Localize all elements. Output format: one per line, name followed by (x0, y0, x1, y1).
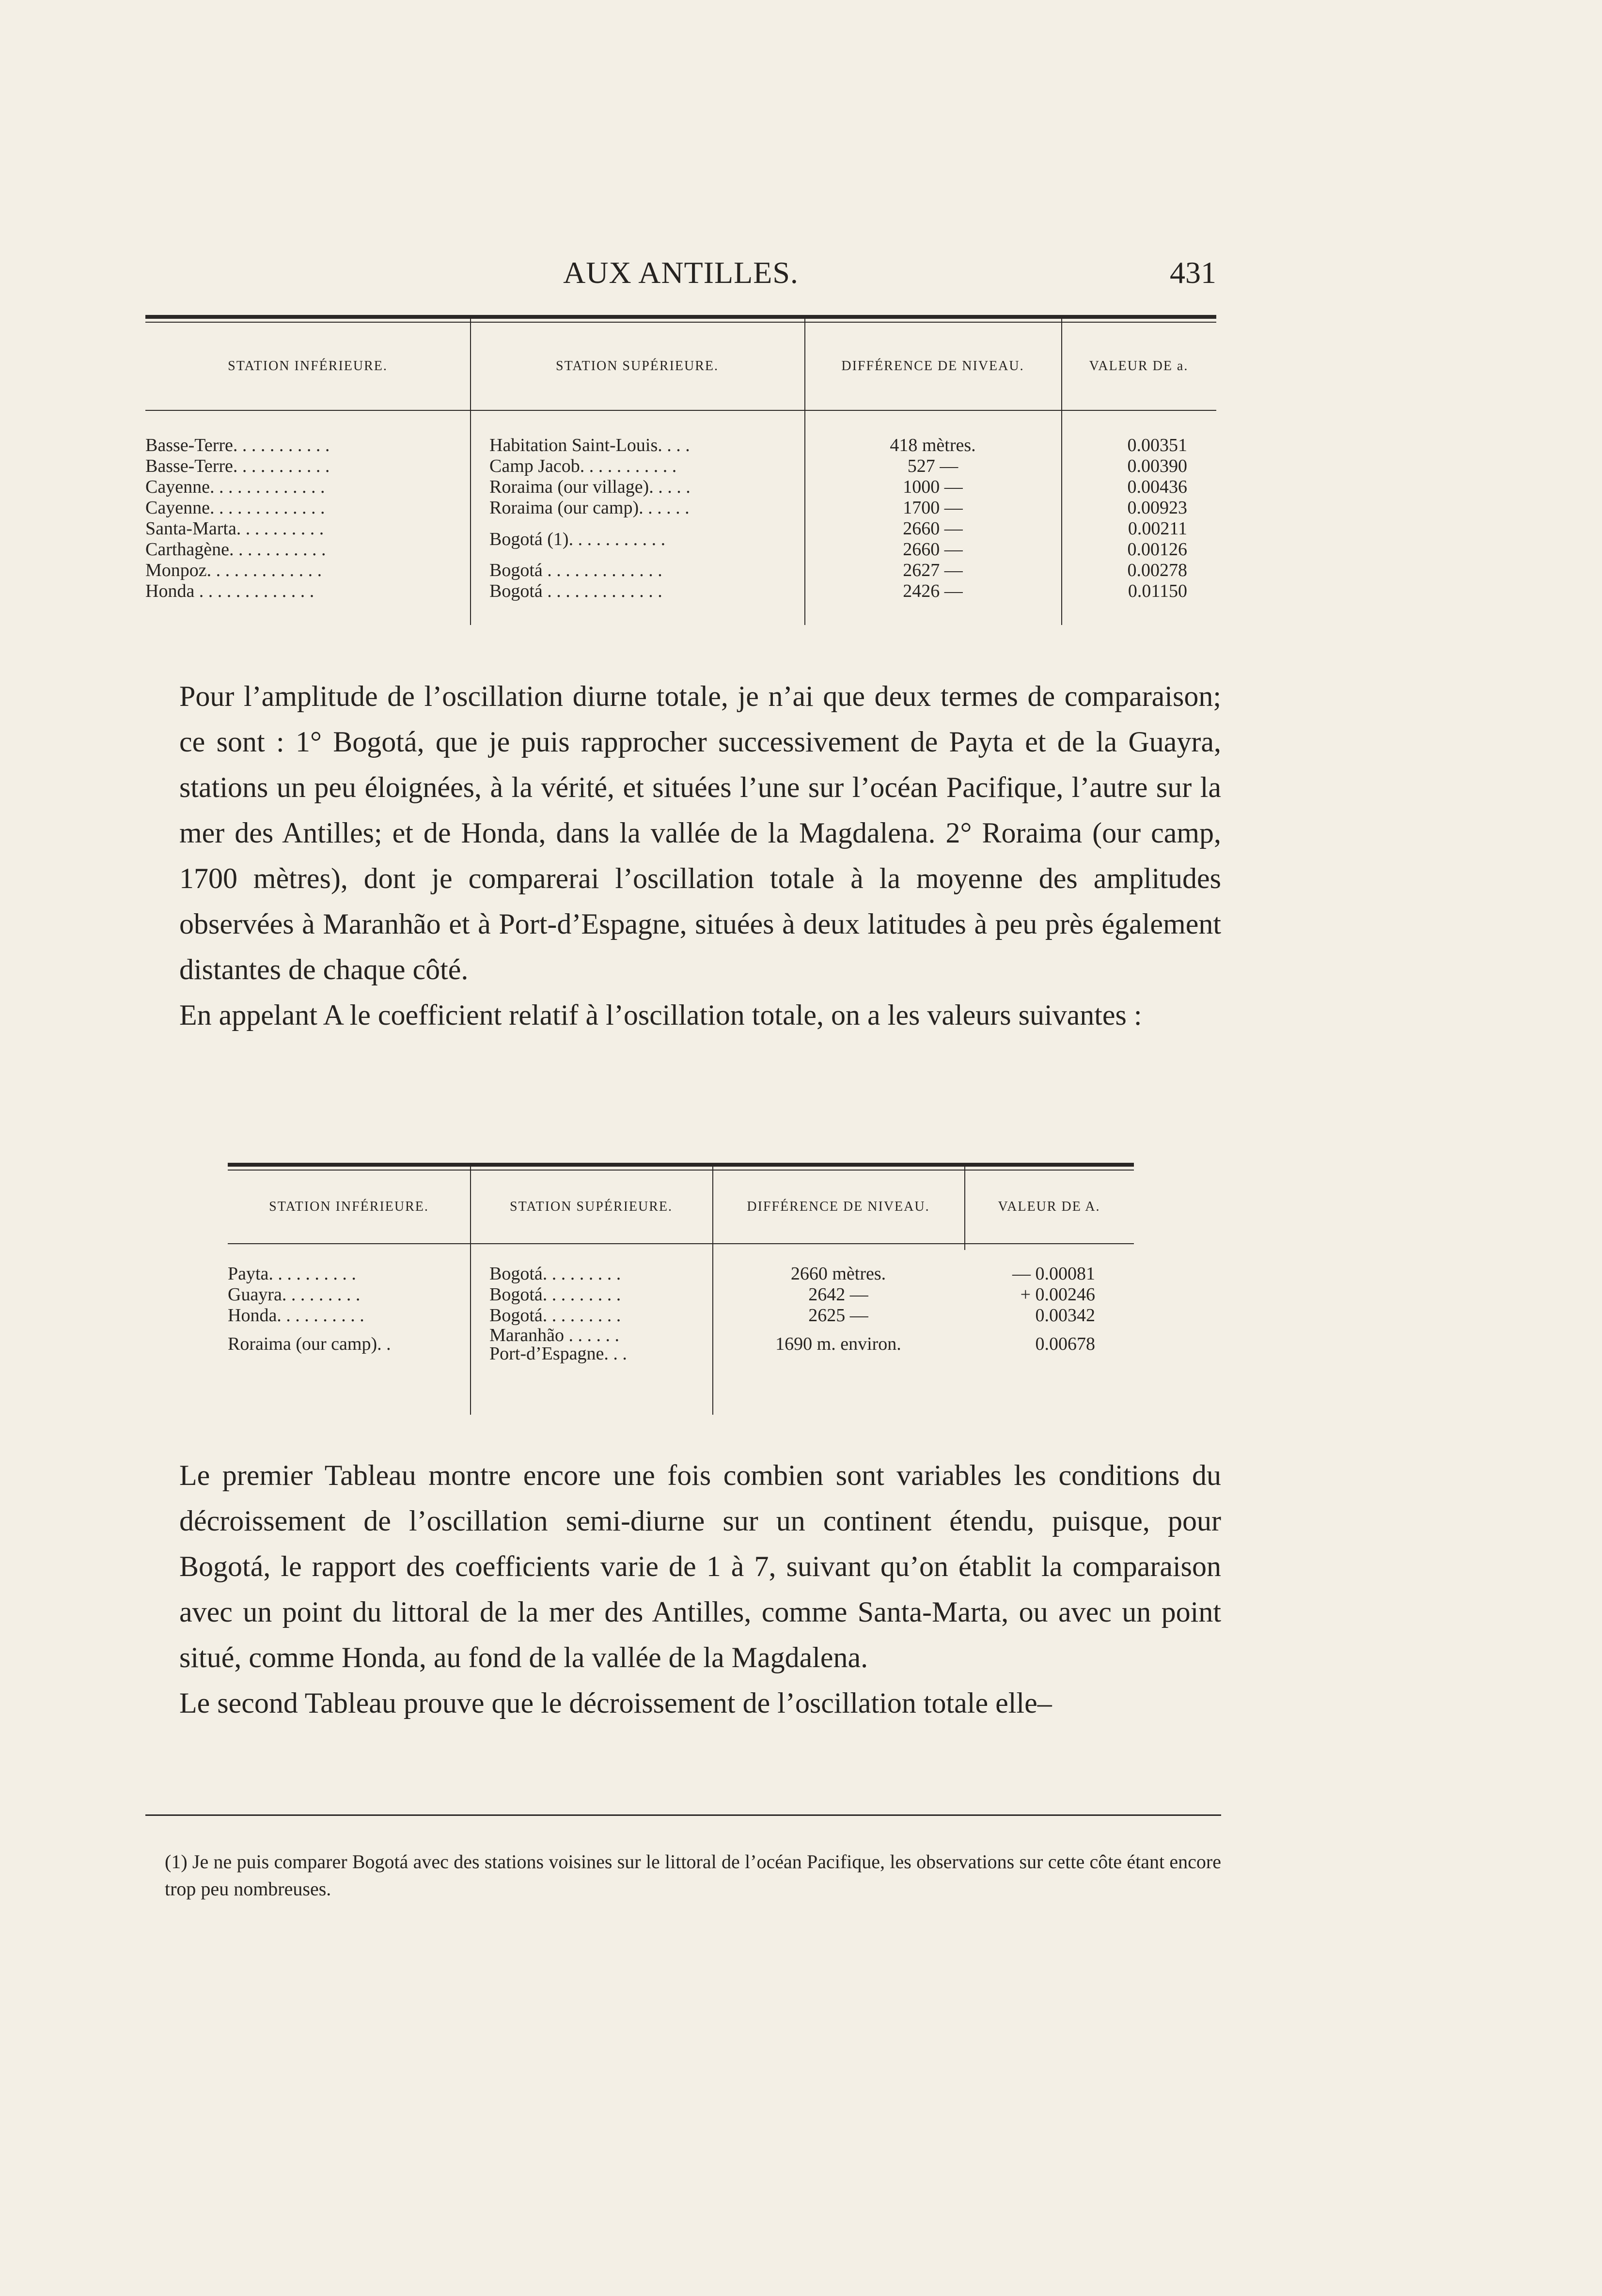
cell: Honda . . . . . . . . . . . . . (145, 581, 314, 601)
cell: 0.00342 (1035, 1305, 1095, 1326)
cell: Payta. . . . . . . . . . (228, 1264, 356, 1284)
cell: 2660 — (903, 518, 963, 539)
cell: Port-d’Espagne. . . (489, 1343, 627, 1364)
cell: 2660 mètres. (790, 1264, 886, 1284)
cell: 0.00436 (1127, 477, 1187, 497)
table-2 (228, 1163, 1134, 1363)
cell: 2660 — (903, 539, 963, 560)
cell: Honda. . . . . . . . . . (228, 1305, 364, 1326)
footnote: (1) Je ne puis comparer Bogotá avec des stations voisines sur le littoral de l’océan Pacifique, les observations sur cette côte étant encore trop peu nombreuses. (165, 1851, 1221, 1900)
running-head (145, 252, 1216, 296)
cell: 2627 — (903, 560, 963, 580)
cell: 2642 — (808, 1284, 868, 1305)
cell: 0.00390 (1127, 456, 1187, 476)
cell: Bogotá. . . . . . . . . (489, 1264, 621, 1284)
cell: Maranhão . . . . . . (489, 1325, 620, 1345)
cell: 1000 — (903, 477, 963, 497)
cell: 1690 m. environ. (775, 1333, 901, 1354)
cell: Bogotá. . . . . . . . . (489, 1284, 621, 1305)
table-1 (145, 315, 1216, 602)
cell: 2426 — (903, 581, 963, 601)
page-number: 431 (1170, 255, 1216, 290)
cell: Bogotá. . . . . . . . . (489, 1305, 621, 1326)
column-header: VALEUR DE A. (998, 1199, 1100, 1214)
table-1-header (145, 323, 1216, 410)
column-divider (470, 315, 471, 625)
cell: Camp Jacob. . . . . . . . . . . (489, 456, 677, 476)
cell: Basse-Terre. . . . . . . . . . . (145, 435, 330, 455)
paragraph: Le premier Tableau montre encore une fois combien sont variables les conditions du décroissement de l’oscillation semi-diurne sur un continent étendu, puisque, pour Bogotá, le rapport des coefficients varie de 1 à 7, suivant qu’on établit la comparaison avec un point du littoral de la mer des Antilles, comme Santa-Marta, ou avec un point situé, comme Honda, au fond de la vallée de la Magdalena. (179, 1459, 1221, 1673)
table-2-body (228, 1244, 1134, 1363)
cell: Roraima (our camp). . (228, 1333, 391, 1354)
column-header: STATION INFÉRIEURE. (228, 359, 388, 374)
cell: — 0.00081 (1012, 1264, 1095, 1284)
table-row (145, 560, 1216, 581)
table-row (228, 1284, 1134, 1305)
cell: 1700 — (903, 498, 963, 518)
table-row (145, 477, 1216, 498)
body-text-2 (179, 1453, 1221, 1726)
column-divider (964, 1163, 965, 1250)
cell: 0.00923 (1127, 498, 1187, 518)
cell: 0.01150 (1128, 581, 1187, 601)
column-divider (1061, 315, 1062, 625)
running-title: AUX ANTILLES. (563, 255, 799, 290)
cell: 0.00351 (1127, 435, 1187, 455)
cell: 0.00678 (1035, 1333, 1095, 1354)
column-divider (470, 1163, 471, 1415)
cell: 0.00126 (1127, 539, 1187, 560)
cell: Monpoz. . . . . . . . . . . . . (145, 560, 322, 580)
cell: Cayenne. . . . . . . . . . . . . (145, 498, 325, 518)
cell: Cayenne. . . . . . . . . . . . . (145, 477, 325, 497)
table-row (145, 435, 1216, 456)
column-header: STATION SUPÉRIEURE. (510, 1199, 673, 1214)
paragraph: Pour l’amplitude de l’oscillation diurne totale, je n’ai que deux termes de comparaison; ce sont : 1° Bogotá, que je puis rapprocher successivement de Payta et de la Guayra, stations un peu éloignées, à la vérité, et situées l’une sur l’océan Pacifique, l’autre sur la mer des Antilles; et de Honda, dans la vallée de la Magdalena. 2° Roraima (our camp, 1700 mètres), dont je comparerai l’oscillation totale à la moyenne des amplitudes observées à Maranhão et à Port-d’Espagne, situées à deux latitudes à peu près également distantes de chaque côté. (179, 680, 1221, 985)
cell: Habitation Saint-Louis. . . . (489, 435, 690, 455)
table-row (228, 1264, 1134, 1284)
body-text (179, 673, 1221, 1038)
column-header: STATION SUPÉRIEURE. (556, 359, 719, 374)
cell: Basse-Terre. . . . . . . . . . . (145, 456, 330, 476)
cell: 0.00211 (1128, 518, 1187, 539)
table-row (145, 498, 1216, 518)
cell: 418 mètres. (890, 435, 976, 455)
paragraph: Le second Tableau prouve que le décroissement de l’oscillation totale elle– (179, 1687, 1052, 1719)
table-row (145, 518, 1216, 549)
cell: Guayra. . . . . . . . . (228, 1284, 361, 1305)
cell: Bogotá . . . . . . . . . . . . . (489, 581, 662, 601)
cell: Roraima (our camp). . . . . . (489, 498, 690, 518)
cell: Carthagène. . . . . . . . . . . (145, 539, 326, 560)
footnote-rule (145, 1814, 1221, 1816)
cell: 527 — (907, 456, 958, 476)
cell: Bogotá (1). . . . . . . . . . . (489, 529, 666, 549)
cell: Santa-Marta. . . . . . . . . . (145, 518, 324, 539)
column-header: DIFFÉRENCE DE NIVEAU. (841, 359, 1024, 374)
column-divider (804, 315, 805, 625)
cell: 0.00278 (1127, 560, 1187, 580)
paragraph: En appelant A le coefficient relatif à l’oscillation totale, on a les valeurs suivantes : (179, 999, 1142, 1031)
table-row (228, 1305, 1134, 1326)
table-row (145, 581, 1216, 602)
column-header: DIFFÉRENCE DE NIVEAU. (747, 1199, 930, 1214)
cell: 2625 — (808, 1305, 868, 1326)
table-2-header (228, 1171, 1134, 1243)
column-header: STATION INFÉRIEURE. (269, 1199, 429, 1214)
table-row (145, 456, 1216, 477)
table-1-body (145, 411, 1216, 602)
column-divider (712, 1163, 713, 1415)
cell: Bogotá . . . . . . . . . . . . . (489, 560, 662, 580)
cell: + 0.00246 (1020, 1284, 1095, 1305)
cell: Roraima (our village). . . . . (489, 477, 691, 497)
column-header: VALEUR DE a. (1089, 359, 1189, 374)
